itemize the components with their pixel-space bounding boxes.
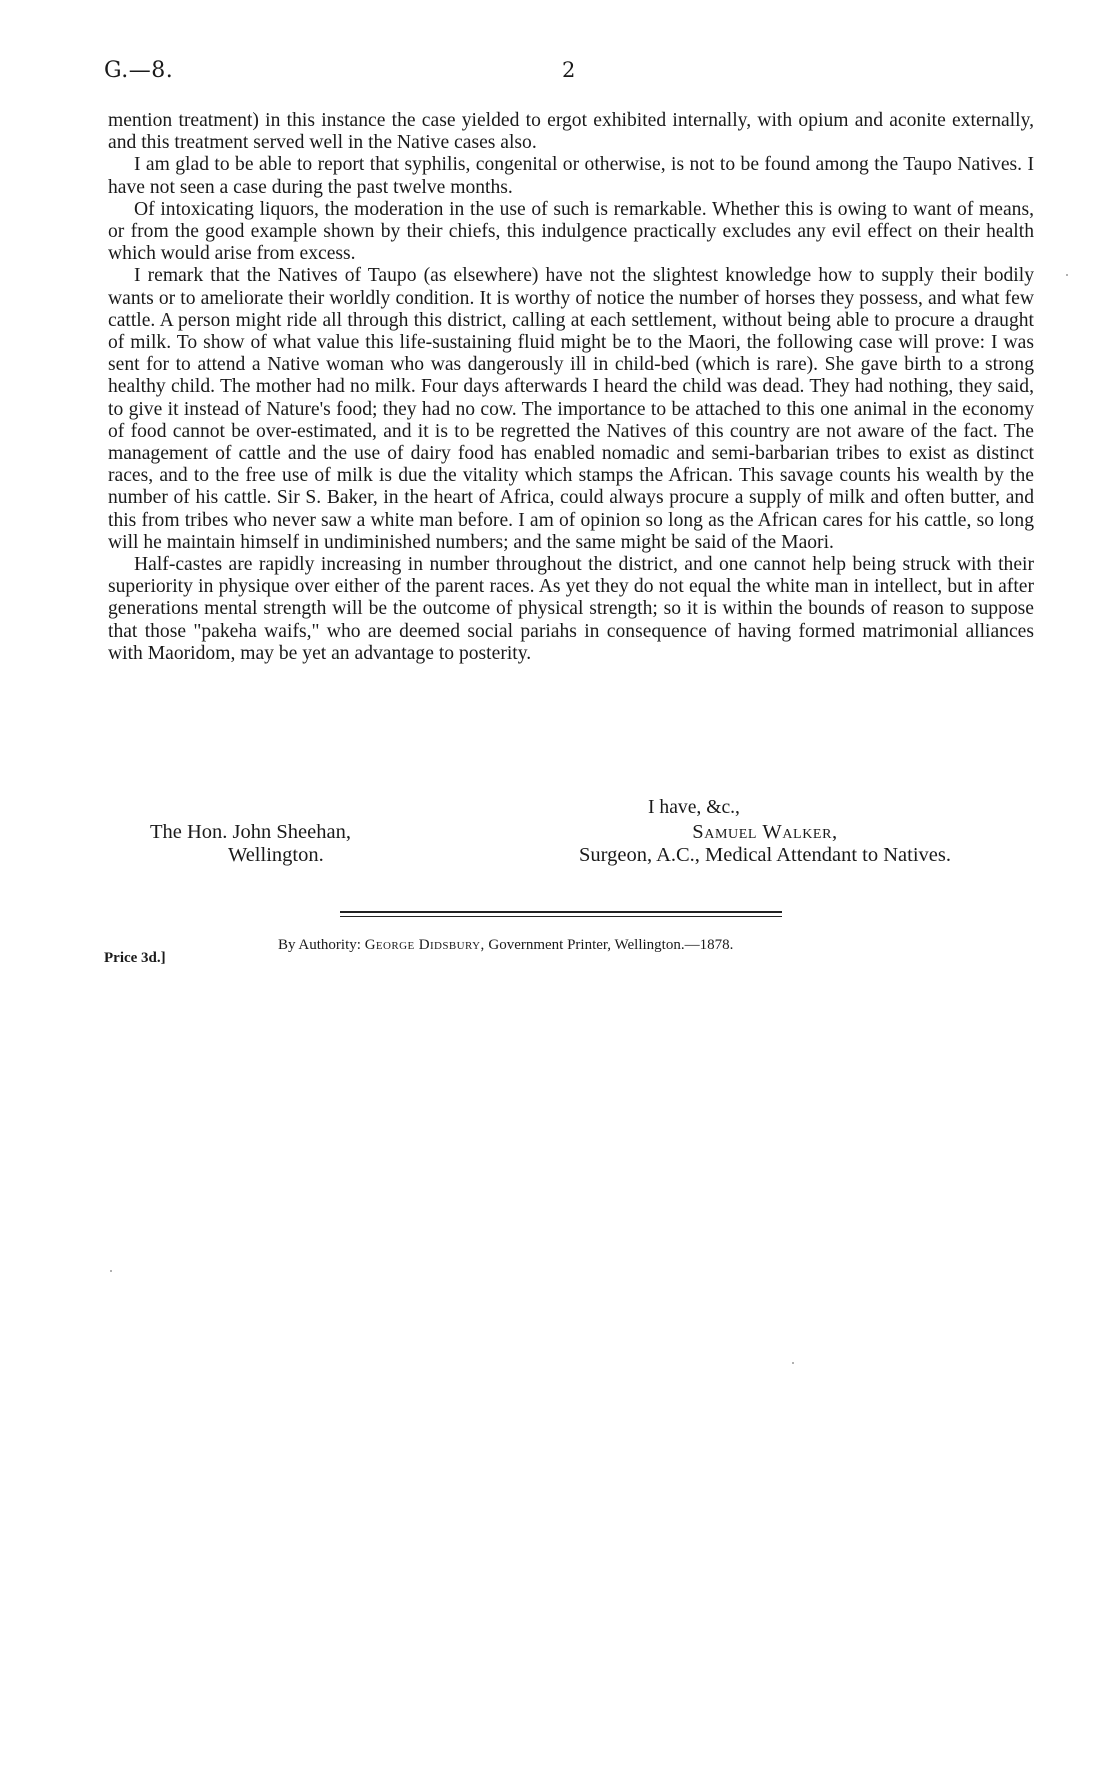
report-body bbox=[108, 110, 1034, 665]
scan-speck bbox=[1066, 274, 1068, 276]
paragraph-treatment: mention treatment) in this instance the case yielded to ergot exhibited internally, with opium and aconite externally, and this treatment served well in the Native cases also. bbox=[108, 110, 1034, 154]
imprint-prefix: By Authority: bbox=[278, 937, 361, 953]
signatory-title: Surgeon, A.C., Medical Attendant to Natives. bbox=[579, 844, 951, 866]
page-number: 2 bbox=[562, 58, 576, 82]
paragraph-half-castes: Half-castes are rapidly increasing in number throughout the district, and one cannot help being struck with their superiority in physique over either of the parent races. As yet they do not equal the white man in intellect, but in after generations mental strength will be the outcome of physical strength; so it is within the bounds of reason to suppose that those "pakeha waifs," who are deemed social pariahs in consequence of having formed matrimonial alliances with Maoridom, may be yet an advantage to posterity. bbox=[108, 554, 1034, 664]
paragraph-liquors: Of intoxicating liquors, the moderation in the use of such is remarkable. Whether this is owing to want of means, or from the good example shown by their chiefs, this indulgence practically excludes any evil effect on their health which would arise from excess. bbox=[108, 198, 1034, 265]
printer-imprint bbox=[278, 937, 733, 954]
addressee-block bbox=[150, 821, 351, 867]
document-reference: G.—8. bbox=[104, 58, 174, 83]
paragraph-milk: I remark that the Natives of Taupo (as elsewhere) have not the slightest knowledge how to supply their bodily wants or to ameliorate their worldly condition. It is worthy of notice the number of horses they possess, and what few cattle. A person might ride all through this district, calling at each settlement, without being able to procure a draught of milk. To show of what value this life-sustaining fluid might be to the Maori, the following case will prove: I was sent for to attend a Native woman who was dangerously ill in child-bed (which is rare). She gave birth to a strong healthy child. The mother had no milk. Four days afterwards I heard the child was dead. They had nothing, they said, to give it instead of Nature's food; they had no cow. The importance to be attached to this one animal in the economy of food cannot be over-estimated, and it is to be regretted the Natives of this country are not aware of the fact. The management of cattle and the use of dairy food has enabled nomadic and semi-barbarian tribes to exist as distinct races, and to the free use of milk is due the vitality which stamps the African. This savage counts his wealth by the number of his cattle. Sir S. Baker, in the heart of Africa, could always procure a supply of milk and often butter, and this from tribes who never saw a white man before. I am of opinion so long as the African cares for his cattle, so long will he maintain himself in undiminished numbers; and the same might be said of the Maori. bbox=[108, 265, 1034, 553]
footer-rule-thin bbox=[340, 916, 782, 917]
imprint-suffix: Government Printer, Wellington.—1878. bbox=[488, 937, 734, 953]
printer-name: George Didsbury, bbox=[364, 937, 485, 953]
scan-speck bbox=[110, 1270, 112, 1272]
price-label: Price 3d.] bbox=[104, 950, 166, 966]
paragraph-syphilis: I am glad to be able to report that syphilis, congenital or otherwise, is not to be found among the Taupo Natives. I have not seen a case during the past twelve months. bbox=[108, 154, 1034, 198]
closing-salutation: I have, &c., bbox=[648, 797, 740, 818]
scan-speck bbox=[792, 1362, 794, 1364]
addressee-name: The Hon. John Sheehan, bbox=[150, 821, 351, 843]
footer-rule-thick bbox=[340, 911, 782, 913]
signatory-name: Samuel Walker, bbox=[692, 821, 838, 843]
signature-block bbox=[545, 821, 985, 867]
addressee-location: Wellington. bbox=[228, 844, 324, 866]
